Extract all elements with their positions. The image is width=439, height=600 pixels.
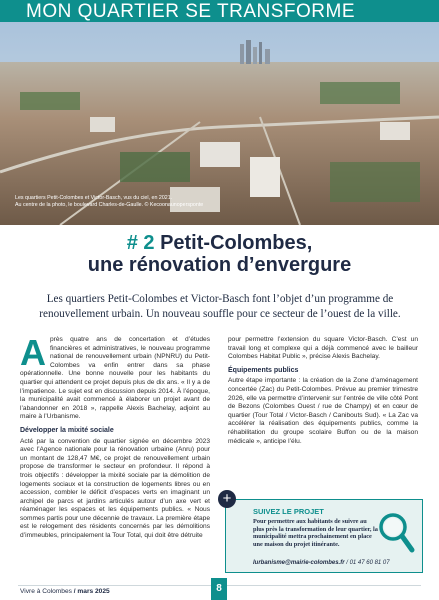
dropcap: A bbox=[20, 332, 46, 373]
column-left-paragraph-2: Acté par la convention de quartier signée en décembre 2023 avec l’Agence nationale pour la rénovation urbaine (Anru) pour un montant de 128,47 M€, ce projet de renouvellement urbain propose de transformer le secteur en profondeur. Il répond à trois objectifs : développer la mixité sociale par la démolition de logements sociaux et la construction de logements libres ou en accession, combler le déficit d’espaces verts en imaginant un archipel de parcs et jardins articulés autour d’un axe vert et réaménager les espaces et les équipements publics. « Nous sommes partis pour une décennie de travaux. La première étape est le relogement des résidents concernés par les démolitions d’immeubles, principalement la Tour Total, qui doit être détruite bbox=[20, 437, 210, 540]
column-left-paragraph-1-text: près quatre ans de concertation et d’études financières et administratives, le nouveau programme national de renouvellement urbain (NPNRU) du Petit-Colombes va enfin entrer dans sa phase opérationnelle. Une bonne nouvelle pour les habitants du quartier qui attendent ce projet depuis plus de dix ans. « Il y a de l’impatience. Le sujet est en discussion depuis 2014. À l’époque, la municipalité avait commencé à élaborer un projet avant de l’abandonner en 2018 », rappelle Alexis Bachelay, adjoint au maire à l’Urbanisme. bbox=[20, 336, 210, 421]
plus-icon: + bbox=[218, 490, 236, 508]
subhead-equipements-publics: Équipements publics bbox=[228, 366, 299, 374]
footer-publication bbox=[20, 588, 110, 595]
box-title: SUIVEZ LE PROJET bbox=[253, 507, 324, 516]
publication-issue: / mars 2025 bbox=[71, 588, 110, 595]
headline-number: # 2 bbox=[126, 232, 155, 254]
article-column-left bbox=[20, 332, 210, 541]
page-number: 8 bbox=[211, 578, 227, 600]
publication-name: Vivre à Colombes bbox=[20, 588, 72, 595]
article-lead: Les quartiers Petit-Colombes et Victor-Basch font l’objet d’un programme de renouvellement urbain. Un nouveau souffle pour ce secteur de l’ouest de la ville. bbox=[39, 293, 401, 320]
contact-email[interactable]: lurbanisme@mairie-colombes.fr bbox=[253, 560, 345, 566]
headline-line2: une rénovation d’envergure bbox=[87, 254, 352, 276]
headline-line1: Petit-Colombes, bbox=[160, 232, 313, 254]
photo-caption-line2: Au centre de la photo, le boulevard Charles-de-Gaulle. © Kecoonaunopersponte bbox=[15, 202, 204, 208]
contact-separator: / bbox=[344, 560, 350, 566]
box-contact bbox=[253, 560, 423, 566]
column-right-paragraph-2: Autre étape importante : la création de la Zone d’aménagement concertée (Zac) du Petit-Colombes. Prévue au premier trimestre 2026, elle va permettre d’intervenir sur l’entrée de ville côté Pont de Bezons (Colombes Ouest / rue de Champy) et en cœur de quartier (Tour Total / Victor-Basch / Canibouts Sud). « La Zac va accélérer la réalisation des équipements publics, comme la réhabilitation du groupe scolaire Buffon ou de la maison médicale », anticipe l’élu. bbox=[228, 377, 418, 445]
article-column-right bbox=[228, 336, 418, 446]
subhead-mixite-sociale: Développer la mixité sociale bbox=[20, 426, 114, 434]
column-left-paragraph-1 bbox=[20, 332, 210, 422]
photo-caption bbox=[15, 195, 315, 209]
column-right-paragraph-1: pour permettre l’extension du square Victor-Basch. C’est un travail long et complexe qui a déjà commencé avec le bailleur Colombes Habitat Public », précise Alexis Bachelay. bbox=[228, 336, 418, 361]
photo-caption-line1: Les quartiers Petit-Colombes et Victor-Basch, vus du ciel, en 2021. bbox=[15, 195, 173, 201]
magnifier-icon bbox=[376, 510, 416, 556]
section-title: MON QUARTIER SE TRANSFORME bbox=[26, 1, 355, 22]
contact-phone: 01 47 60 81 07 bbox=[349, 560, 390, 566]
section-banner bbox=[0, 0, 439, 22]
follow-project-box bbox=[222, 490, 423, 573]
article-headline bbox=[0, 232, 439, 276]
box-text: Pour permettre aux habitants de suivre au plus près la transformation de leur quartier, la municipalité mettra prochainement en place une maison du projet itinérante. bbox=[253, 518, 378, 548]
